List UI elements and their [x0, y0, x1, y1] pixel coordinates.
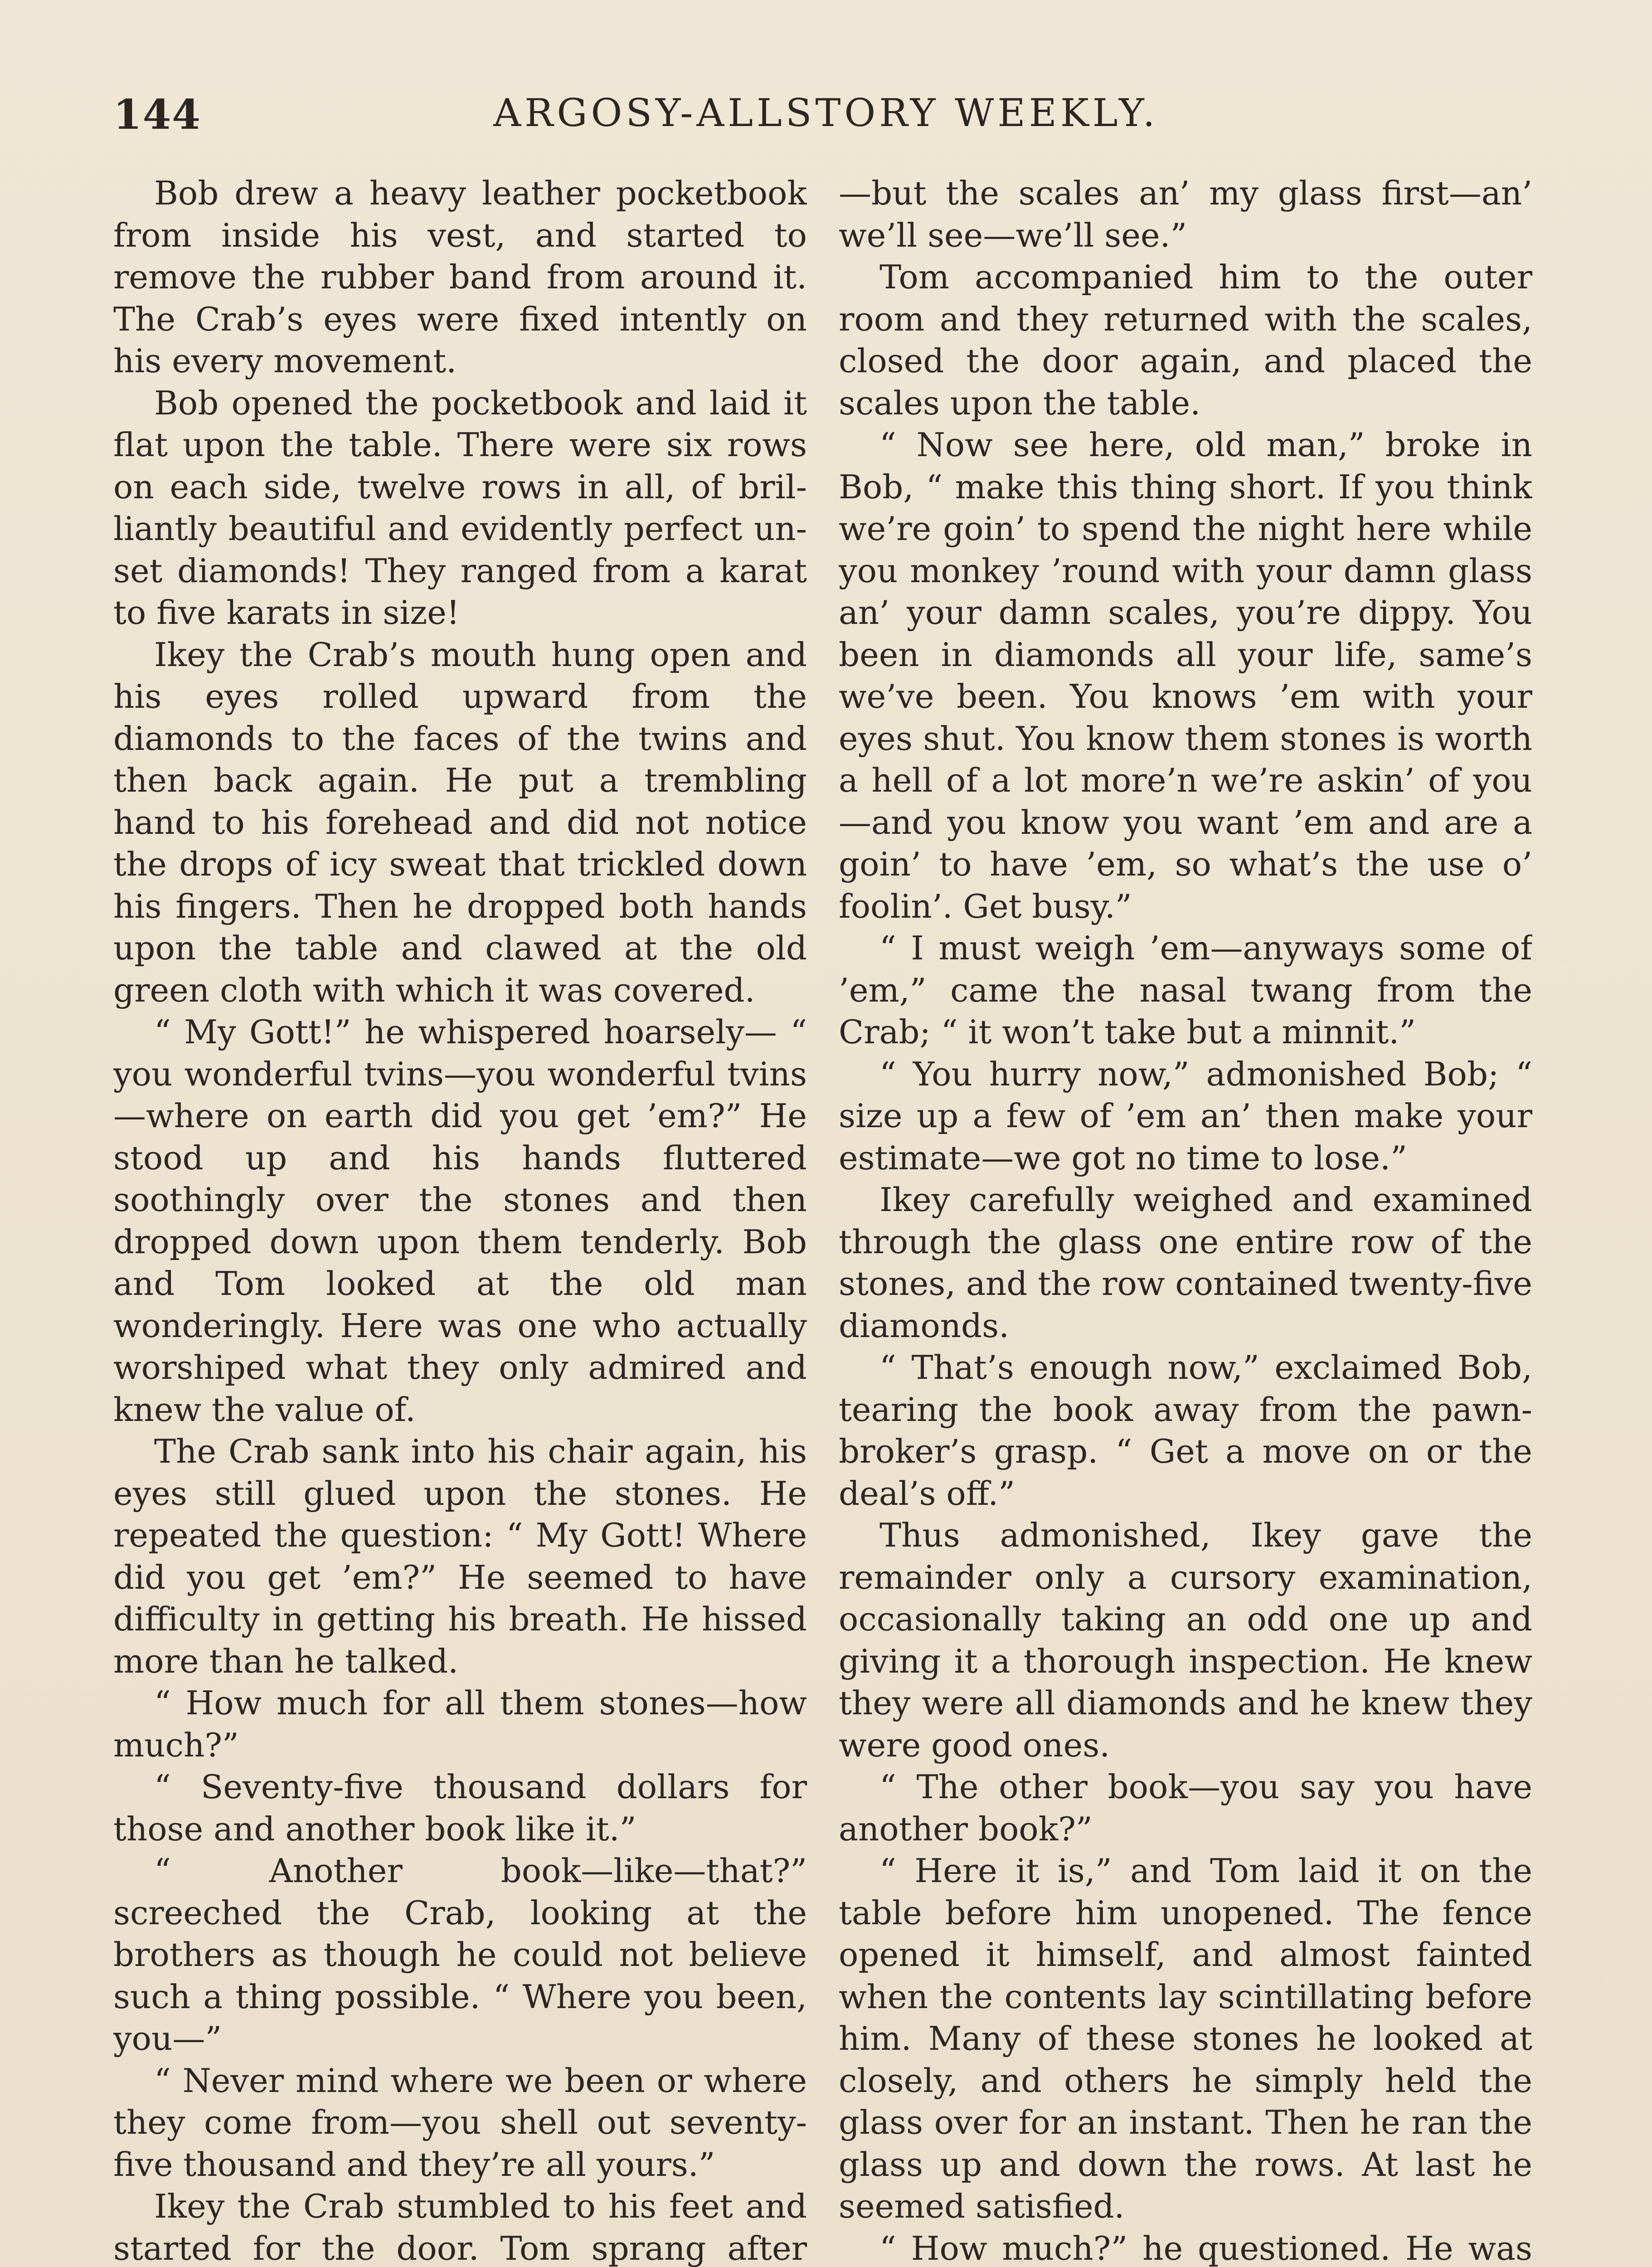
paragraph: Ikey the Crab’s mouth hung open and his eyes rolled upward from the diamonds to the faces of the twins and then back again. He put a trembling hand to his forehead and did not notice the drops of icy sweat that trickled down his fingers. Then he dropped both hands upon the table and clawed at the old green cloth with which it was covered.	[113, 635, 807, 1009]
running-head: ARGOSY-ALLSTORY WEEKLY.	[493, 91, 1159, 135]
paragraph: “ That’s enough now,” exclaimed Bob, tearing the book away from the pawnbroker’s grasp. “ Get a move on or the deal’s off.”	[839, 1348, 1532, 1513]
paragraph: “ Now see here, old man,” broke in Bob, “ make this thing short. If you think we’re goin’ to spend the night here while you monkey ’round with your damn glass an’ your damn scales, you’re dippy. You been in diamonds all your life, same’s we’ve been. You knows ’em with your eyes shut. You know them stones is worth a hell of a lot more’n we’re askin’ of you—and you know you want ’em and are a goin’ to have ’em, so what’s the use o’ foolin’. Get busy.”	[839, 426, 1532, 925]
right-column	[839, 172, 1532, 2267]
paragraph: Thus admonished, Ikey gave the remainder only a cursory examination, occasionally taking an odd one up and giving it a thorough inspection. He knew they were all diamonds and he knew they were good ones.	[839, 1516, 1532, 1764]
paragraph: Bob drew a heavy leather pocketbook from inside his vest, and started to remove the rubber band from around it. The Crab’s eyes were fixed intently on his every movement.	[113, 174, 807, 380]
paragraph: “ How much for all them stones—how much?”	[113, 1684, 807, 1764]
paragraph-continuation: —but the scales an’ my glass first—an’ we’ll see—we’ll see.”	[839, 174, 1532, 254]
paragraph: “ I must weigh ’em—anyways some of ’em,” came the nasal twang from the Crab; “ it won’t take but a minnit.”	[839, 929, 1532, 1051]
paragraph: “ Seventy-five thousand dollars for those and another book like it.”	[113, 1768, 807, 1848]
paragraph: “ The other book—you say you have another book?”	[839, 1768, 1532, 1848]
paragraph: “ Another book—like—that?” screeched the Crab, looking at the brothers as though he could not believe such a thing possible. “ Where you been, you—”	[113, 1852, 807, 2058]
paragraph: “ You hurry now,” admonished Bob; “ size up a few of ’em an’ then make your estimate—we got no time to lose.”	[839, 1055, 1532, 1177]
paragraph: “ Here it is,” and Tom laid it on the table before him unopened. The fence opened it himself, and almost fainted when the contents lay scintillating before him. Many of these stones he looked at closely, and others he simply held the glass over for an instant. Then he ran the glass up and down the rows. At last he seemed satisfied.	[839, 1852, 1532, 2225]
paragraph: Ikey carefully weighed and examined through the glass one entire row of the stones, and the row contained twenty-five diamonds.	[839, 1181, 1532, 1345]
paragraph: Ikey the Crab stumbled to his feet and started for the door. Tom sprang after	[113, 2187, 807, 2267]
paragraph: The Crab sank into his chair again, his eyes still glued upon the stones. He repeated the question: “ My Gott! Where did you get ’em?” He seemed to have difficulty in getting his breath. He hissed more than he talked.	[113, 1432, 807, 1680]
page-header	[113, 91, 1539, 150]
paragraph: Tom accompanied him to the outer room and they returned with the scales, closed the door again, and placed the scales upon the table.	[839, 258, 1532, 422]
left-column	[113, 172, 807, 2267]
page-number: 144	[113, 91, 201, 139]
paragraph: “ My Gott!” he whispered hoarsely— “ you wonderful tvins—you wonderful tvins —where on earth did you get ’em?” He stood up and his hands fluttered soothingly over the stones and then dropped down upon them tenderly. Bob and Tom looked at the old man wonderingly. Here was one who actually worshiped what they only admired and knew the value of.	[113, 1013, 807, 1429]
paragraph: “ How much?” he questioned. He was	[879, 2229, 1532, 2267]
paragraph: “ Never mind where we been or where they come from—you shell out seventy-five thousand and they’re all yours.”	[113, 2061, 807, 2184]
paragraph: Bob opened the pocketbook and laid it flat upon the table. There were six rows on each side, twelve rows in all, of brilliantly beautiful and evidently perfect unset diamonds! They ranged from a karat to five karats in size!	[113, 384, 807, 632]
